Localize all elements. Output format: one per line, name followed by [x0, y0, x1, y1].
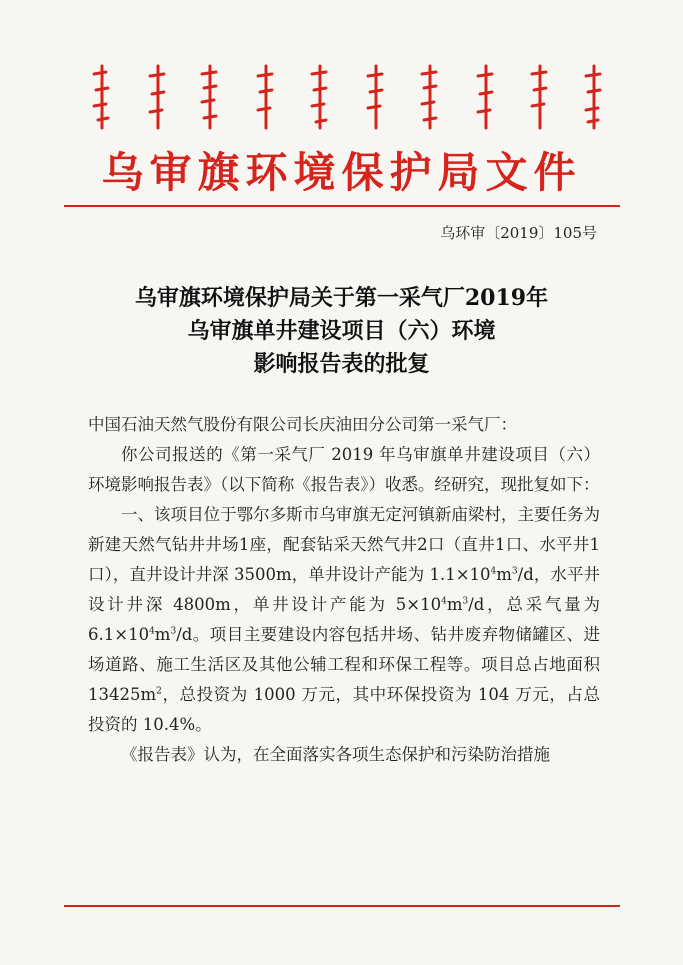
exponent-4b: 4 — [441, 596, 447, 607]
red-divider-top — [64, 205, 620, 207]
project-text-d: /d。项目主要建设内容包括井场、钻井废弃物储罐区、进场道路、施工生活区及其他公辅工程和环保工程等。项目总占地面积 13425m — [88, 625, 600, 704]
unit-m-b: m — [446, 595, 463, 614]
project-text-b: /d，水平井设计井深 4800m，单井设计产能为 5×10 — [88, 565, 600, 614]
title-line-3: 影响报告表的批复 — [253, 351, 430, 377]
title-line-1: 乌审旗环境保护局关于第一采气厂2019年 — [134, 285, 549, 311]
document-body — [88, 410, 600, 770]
issuing-authority-title: 乌审旗环境保护局文件 — [101, 148, 582, 197]
document-title — [0, 282, 683, 381]
paragraph-intro: 你公司报送的《第一采气厂 2019 年乌审旗单井建设项目（六）环境影响报告表》（以下简称《报告表》）收悉。经研究，现批复如下： — [88, 445, 600, 494]
project-text-a: 一、该项目位于鄂尔多斯市乌审旗无定河镇新庙梁村，主要任务为新建天然气钻井井场1座，配套钻采天然气井2口（直井1口、水平井1口），直井设计井深 3500m，单井设计产能为 1.1×10 — [88, 505, 600, 584]
project-text-e: ，总投资为 1000 万元，其中环保投资为 104 万元，占总投资的 10.4%。 — [88, 685, 600, 734]
exponent-3c: 3 — [170, 626, 177, 637]
mongolian-script-graphic — [88, 62, 608, 134]
exponent-2: 2 — [156, 686, 162, 697]
title-line-2: 乌审旗单井建设项目（六）环境 — [187, 318, 496, 344]
paragraph-assessment: 《报告表》认为，在全面落实各项生态保护和污染防治措施 — [121, 745, 550, 764]
unit-m-a: m — [496, 565, 512, 584]
paragraph-project-details — [88, 500, 600, 740]
mongolian-script-header — [88, 62, 608, 134]
unit-m-c: m — [154, 625, 171, 644]
project-text-c: /d，总采气量为 6.1×10 — [88, 595, 600, 644]
exponent-3b: 3 — [462, 596, 469, 607]
exponent-4c: 4 — [149, 626, 155, 637]
addressee: 中国石油天然气股份有限公司长庆油田分公司第一采气厂： — [88, 415, 517, 434]
document-number: 乌环审〔2019〕105号 — [440, 224, 597, 242]
exponent-3a: 3 — [511, 566, 518, 577]
exponent-4a: 4 — [490, 566, 497, 577]
red-divider-bottom — [64, 905, 620, 907]
